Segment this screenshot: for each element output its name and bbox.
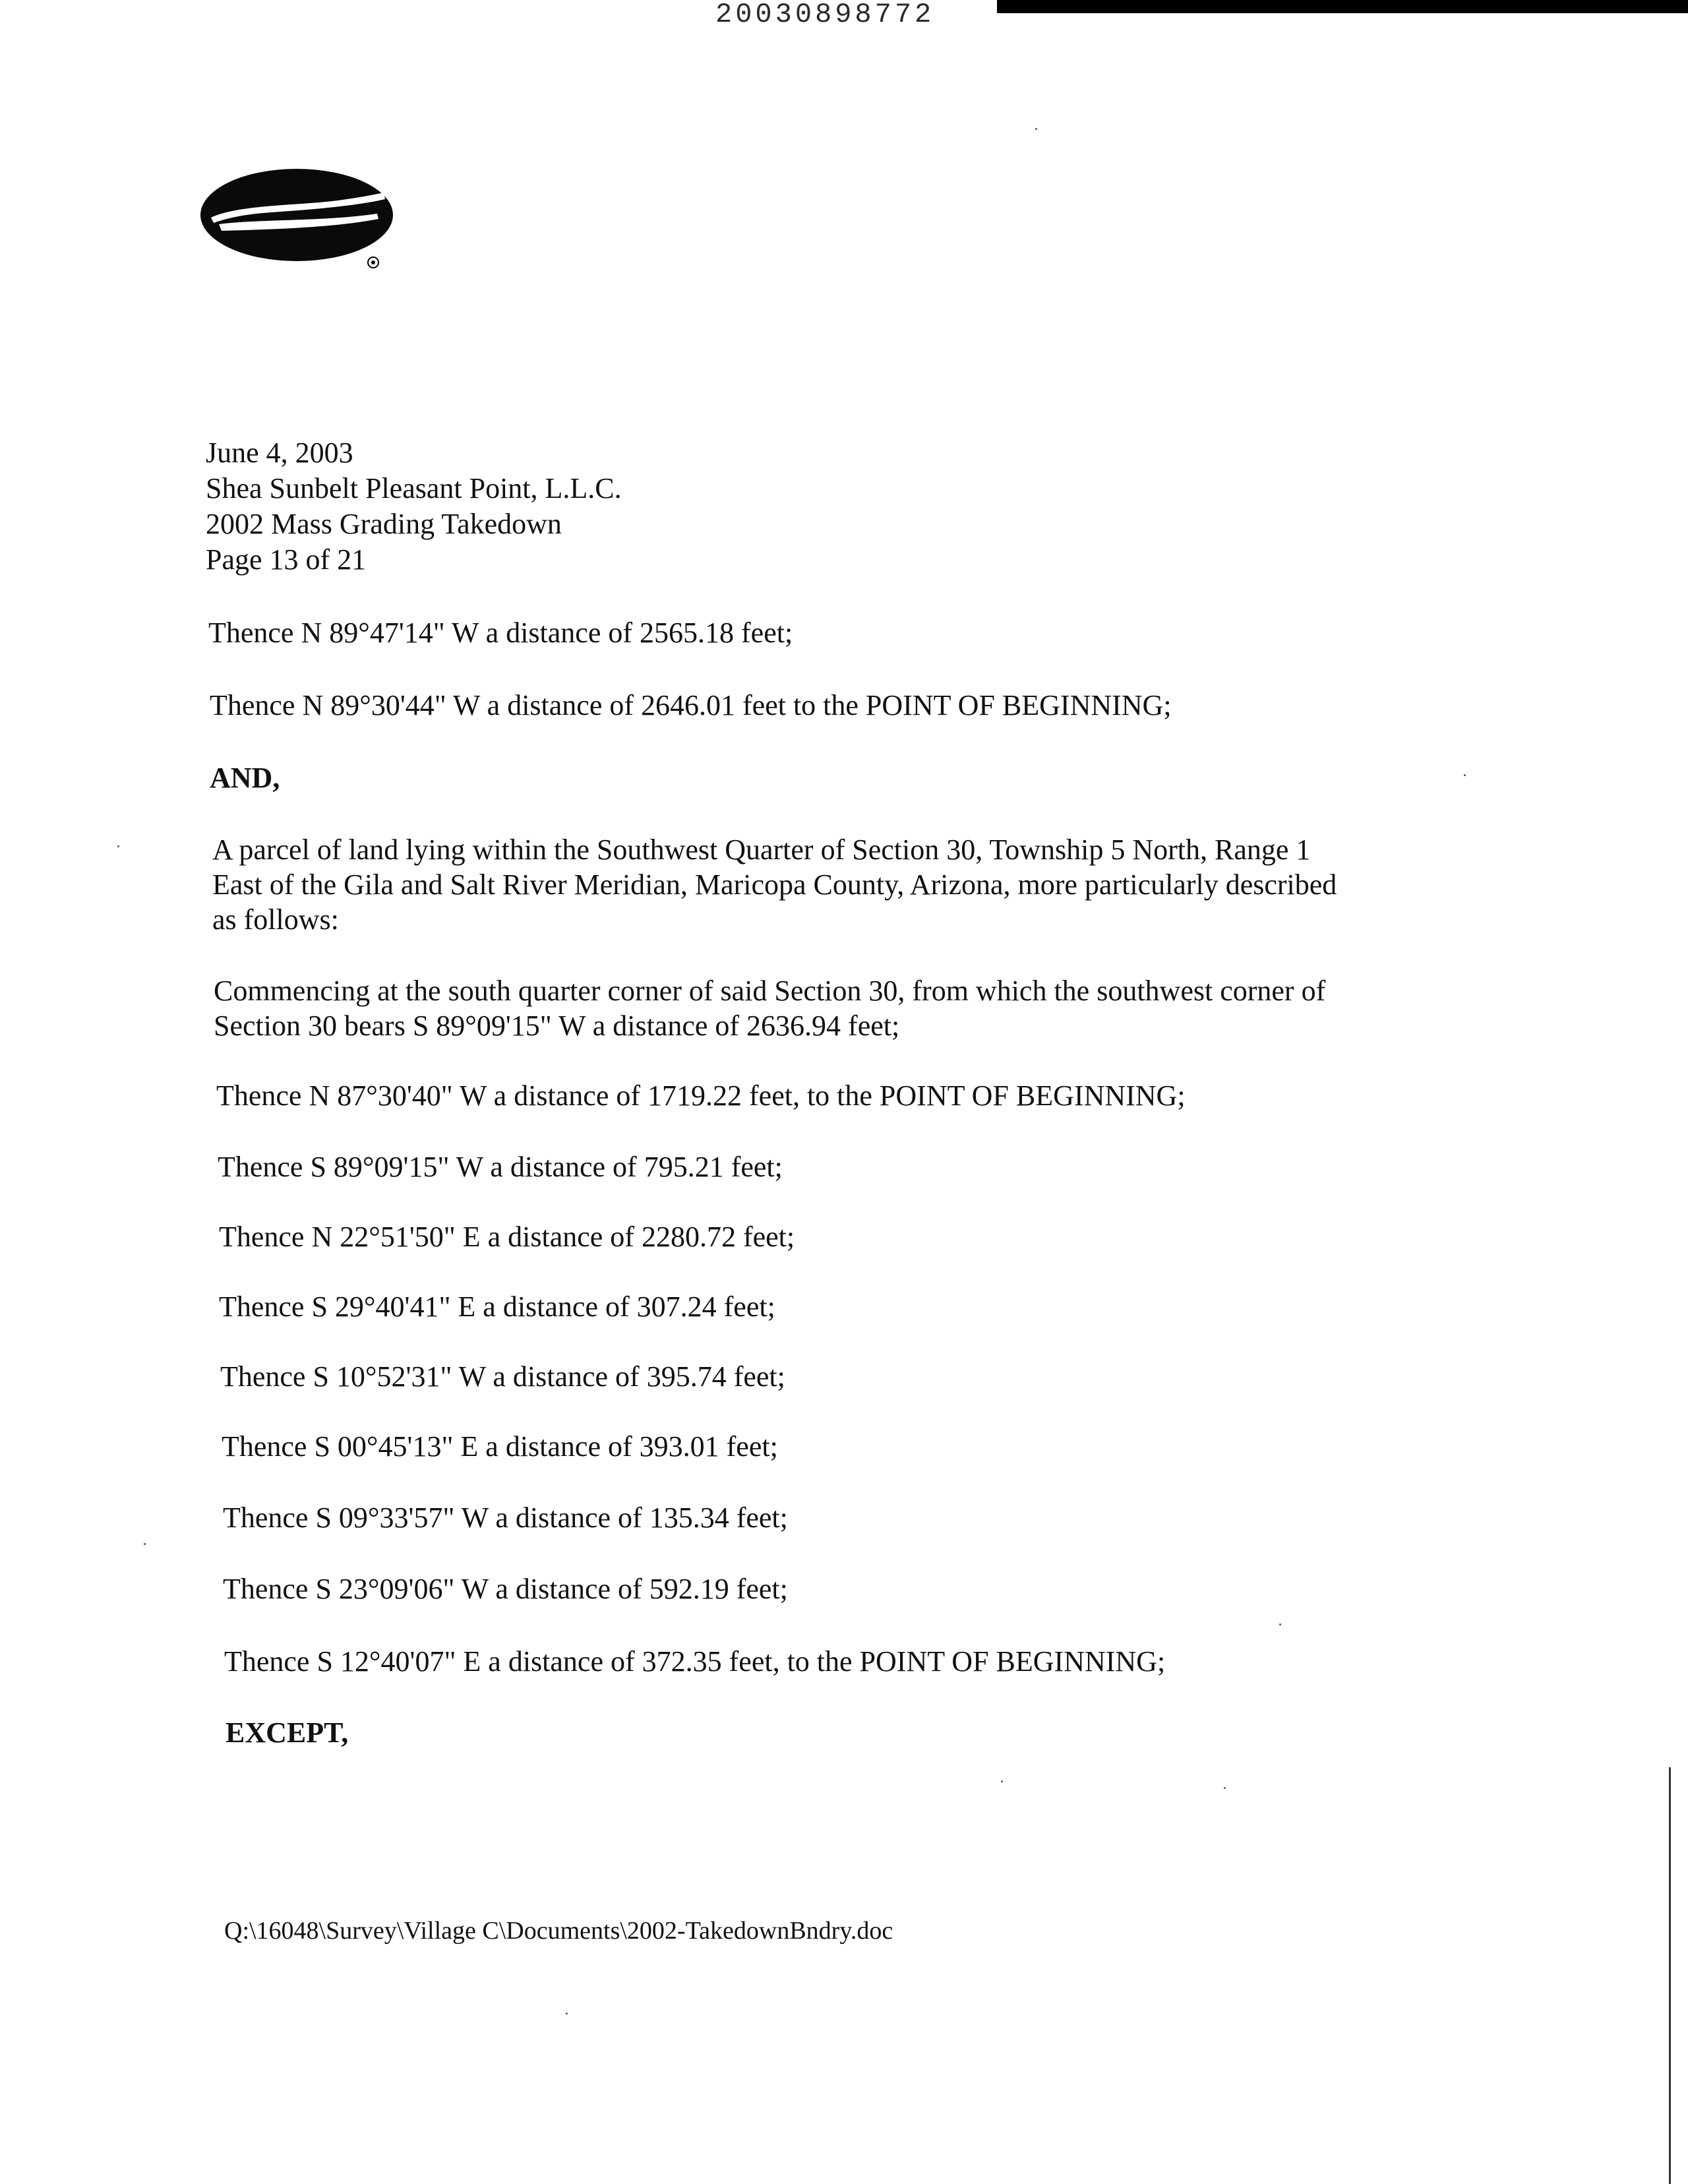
recording-number: 20030898772 [715,0,935,30]
commencing-description [214,973,1325,1043]
commencing-line: Commencing at the south quarter corner of said Section 30, from which the southwest corner of [214,975,1326,1007]
letter-date: June 4, 2003 [206,437,353,469]
company-name: Shea Sunbelt Pleasant Point, L.L.C. [206,472,622,504]
course-line: Thence N 89°47'14" W a distance of 2565.18 feet; [208,617,793,649]
scan-speck [1224,1787,1226,1789]
course-line: Thence N 22°51'50" E a distance of 2280.72 feet; [219,1221,795,1253]
letter-header [206,435,622,578]
course-line: Thence N 89°30'44" W a distance of 2646.01 feet to the POINT OF BEGINNING; [210,689,1172,721]
scan-speck [117,845,119,847]
course-line: Thence S 89°09'15" W a distance of 795.21 feet; [218,1151,783,1183]
course-line: Thence N 87°30'40" W a distance of 1719.22 feet, to the POINT OF BEGINNING; [216,1079,1186,1112]
page-label: Page 13 of 21 [206,543,367,576]
scan-speck [566,2013,568,2015]
scan-edge-bar [997,0,1688,13]
parcel-line: East of the Gila and Salt River Meridian, Maricopa County, Arizona, more particularly described [212,868,1337,901]
scan-speck [1464,774,1466,776]
course-line: Thence S 09°33'57" W a distance of 135.34 feet; [223,1502,788,1534]
scan-speck [1035,128,1037,130]
file-path-footer: Q:\16048\Survey\Village C\Documents\2002-TakedownBndry.doc [224,1917,893,1945]
parcel-line: A parcel of land lying within the Southwest Quarter of Section 30, Township 5 North, Range 1 [212,834,1311,866]
scan-speck [1001,1780,1003,1782]
project-name: 2002 Mass Grading Takedown [206,508,562,540]
scan-speck [144,1543,146,1545]
course-line: Thence S 12°40'07" E a distance of 372.35 feet, to the POINT OF BEGINNING; [224,1645,1166,1678]
course-line: Thence S 23°09'06" W a distance of 592.19 feet; [223,1573,788,1605]
scan-speck [1279,1623,1281,1625]
and-label: AND, [210,762,280,794]
course-line: Thence S 29°40'41" E a distance of 307.24 feet; [219,1290,775,1323]
course-line: Thence S 00°45'13" E a distance of 393.01 feet; [222,1430,778,1463]
commencing-line: Section 30 bears S 89°09'15" W a distance of 2636.94 feet; [214,1010,900,1042]
parcel-line: as follows: [212,903,339,936]
scan-edge-line [1669,1767,1671,2184]
course-line: Thence S 10°52'31" W a distance of 395.74 feet; [220,1360,785,1393]
except-label: EXCEPT, [226,1716,349,1749]
parcel-description [212,832,1337,937]
shea-s-logo-icon [199,166,398,272]
